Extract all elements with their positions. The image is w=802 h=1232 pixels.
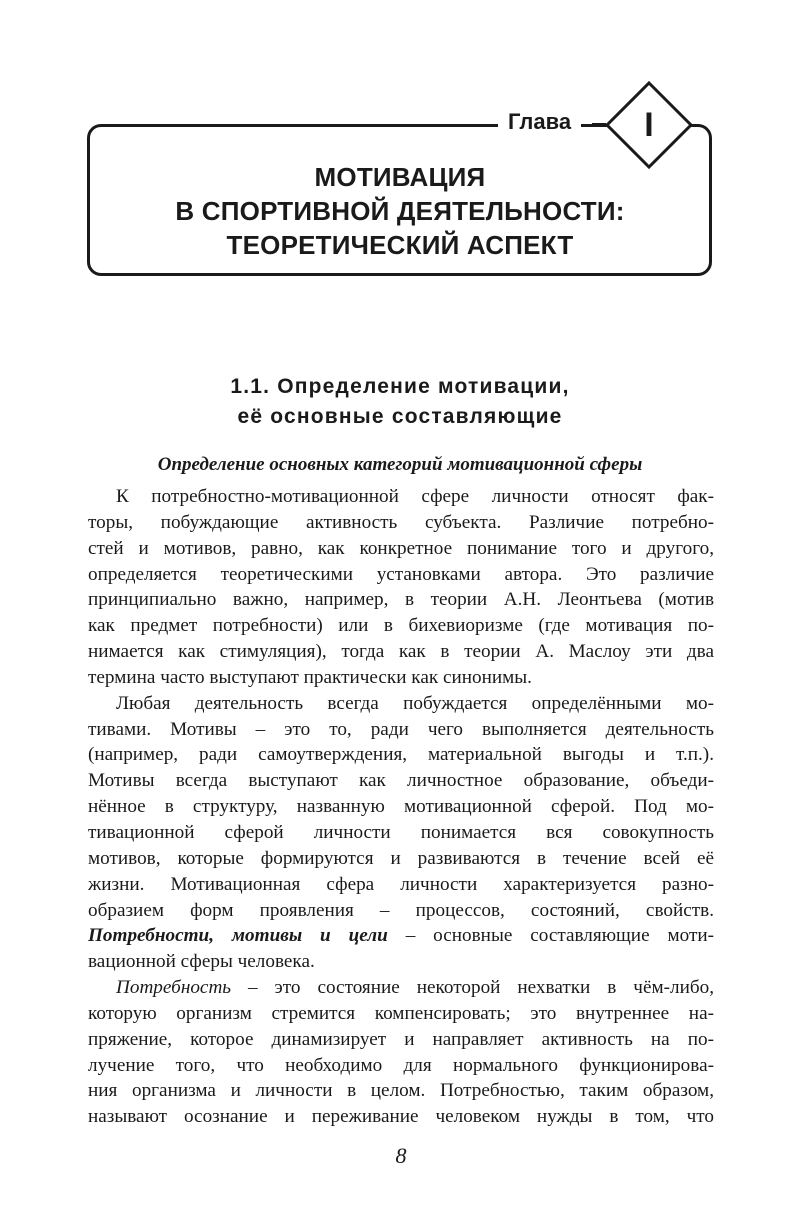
text-line: как предмет потребности) или в бихевиоризме (где мотивация по- <box>88 615 714 637</box>
text-line: торы, побуждающие активность субъекта. Различие потребно- <box>88 511 714 533</box>
text-line: К потребностно-мотивационной сфере личности относят фак- <box>116 486 714 507</box>
text-line: ния организма и личности в целом. Потребностью, таким образом, <box>88 1080 714 1102</box>
subheading: Определение основных категорий мотивационной сферы <box>157 454 643 475</box>
chapter-title-line: ТЕОРЕТИЧЕСКИЙ АСПЕКТ <box>226 230 574 260</box>
text-line: тивами. Мотивы – это то, ради чего выполняется деятельность <box>88 718 714 740</box>
bold-italic-term: Потребности, мотивы и цели <box>88 925 388 947</box>
body-text <box>88 484 714 1130</box>
text-line: мотивов, которые формируются и развиваются в течение всей её <box>88 847 714 869</box>
text-line: тивационной сферой личности понимается вся совокупность <box>88 821 714 843</box>
text-line: называют осознание и переживание человеком нужды в том, что <box>88 1106 714 1128</box>
chapter-title <box>90 160 710 262</box>
chapter-title-line: В СПОРТИВНОЙ ДЕЯТЕЛЬНОСТИ: <box>175 196 625 226</box>
text-line: нимается как стимуляция), тогда как в теории А. Маслоу эти два <box>88 641 714 663</box>
chapter-title-line: МОТИВАЦИЯ <box>314 162 486 192</box>
section-title-line: её основные составляющие <box>237 405 563 428</box>
text-fragment: – основные составляющие моти- <box>387 925 714 947</box>
text-line: Любая деятельность всегда побуждается определёнными мо- <box>116 692 714 714</box>
text-line: термина часто выступают практически как синонимы. <box>88 666 532 688</box>
text-line: принципиально важно, например, в теории А.Н. Леонтьева (мотив <box>88 589 714 611</box>
page-number: 8 <box>395 1143 407 1168</box>
text-line: нённое в структуру, названную мотивационной сферой. Под мо- <box>88 796 714 818</box>
section-title-line: 1.1. Определение мотивации, <box>230 375 570 398</box>
text-fragment: – это состояние некоторой нехватки в чём-либо, <box>231 977 714 999</box>
text-line: пряжение, которое динамизирует и направляет активность на по- <box>88 1028 714 1050</box>
text-line: стей и мотивов, равно, как конкретное понимание того и другого, <box>88 537 714 559</box>
text-line: (например, ради самоутверждения, материальной выгоды и т.п.). <box>88 744 714 766</box>
chapter-label: Глава <box>498 104 581 140</box>
section-title <box>90 372 710 432</box>
italic-term: Потребность <box>116 977 232 999</box>
text-line: определяется теоретическими установками автора. Это различие <box>88 563 714 585</box>
text-line: лучение того, что необходимо для нормального функционирова- <box>88 1054 714 1076</box>
text-line: Мотивы всегда выступают как личностное образование, объеди- <box>88 770 714 792</box>
text-line: жизни. Мотивационная сфера личности характеризуется разно- <box>88 873 714 895</box>
text-line <box>88 975 714 1001</box>
text-line <box>88 923 714 949</box>
chapter-number: I <box>644 106 654 144</box>
text-line: образием форм проявления – процессов, состояний, свойств. <box>88 899 714 921</box>
text-line: вационной сферы человека. <box>88 951 315 973</box>
text-line: которую организм стремится компенсировать; это внутреннее на- <box>88 1002 714 1024</box>
